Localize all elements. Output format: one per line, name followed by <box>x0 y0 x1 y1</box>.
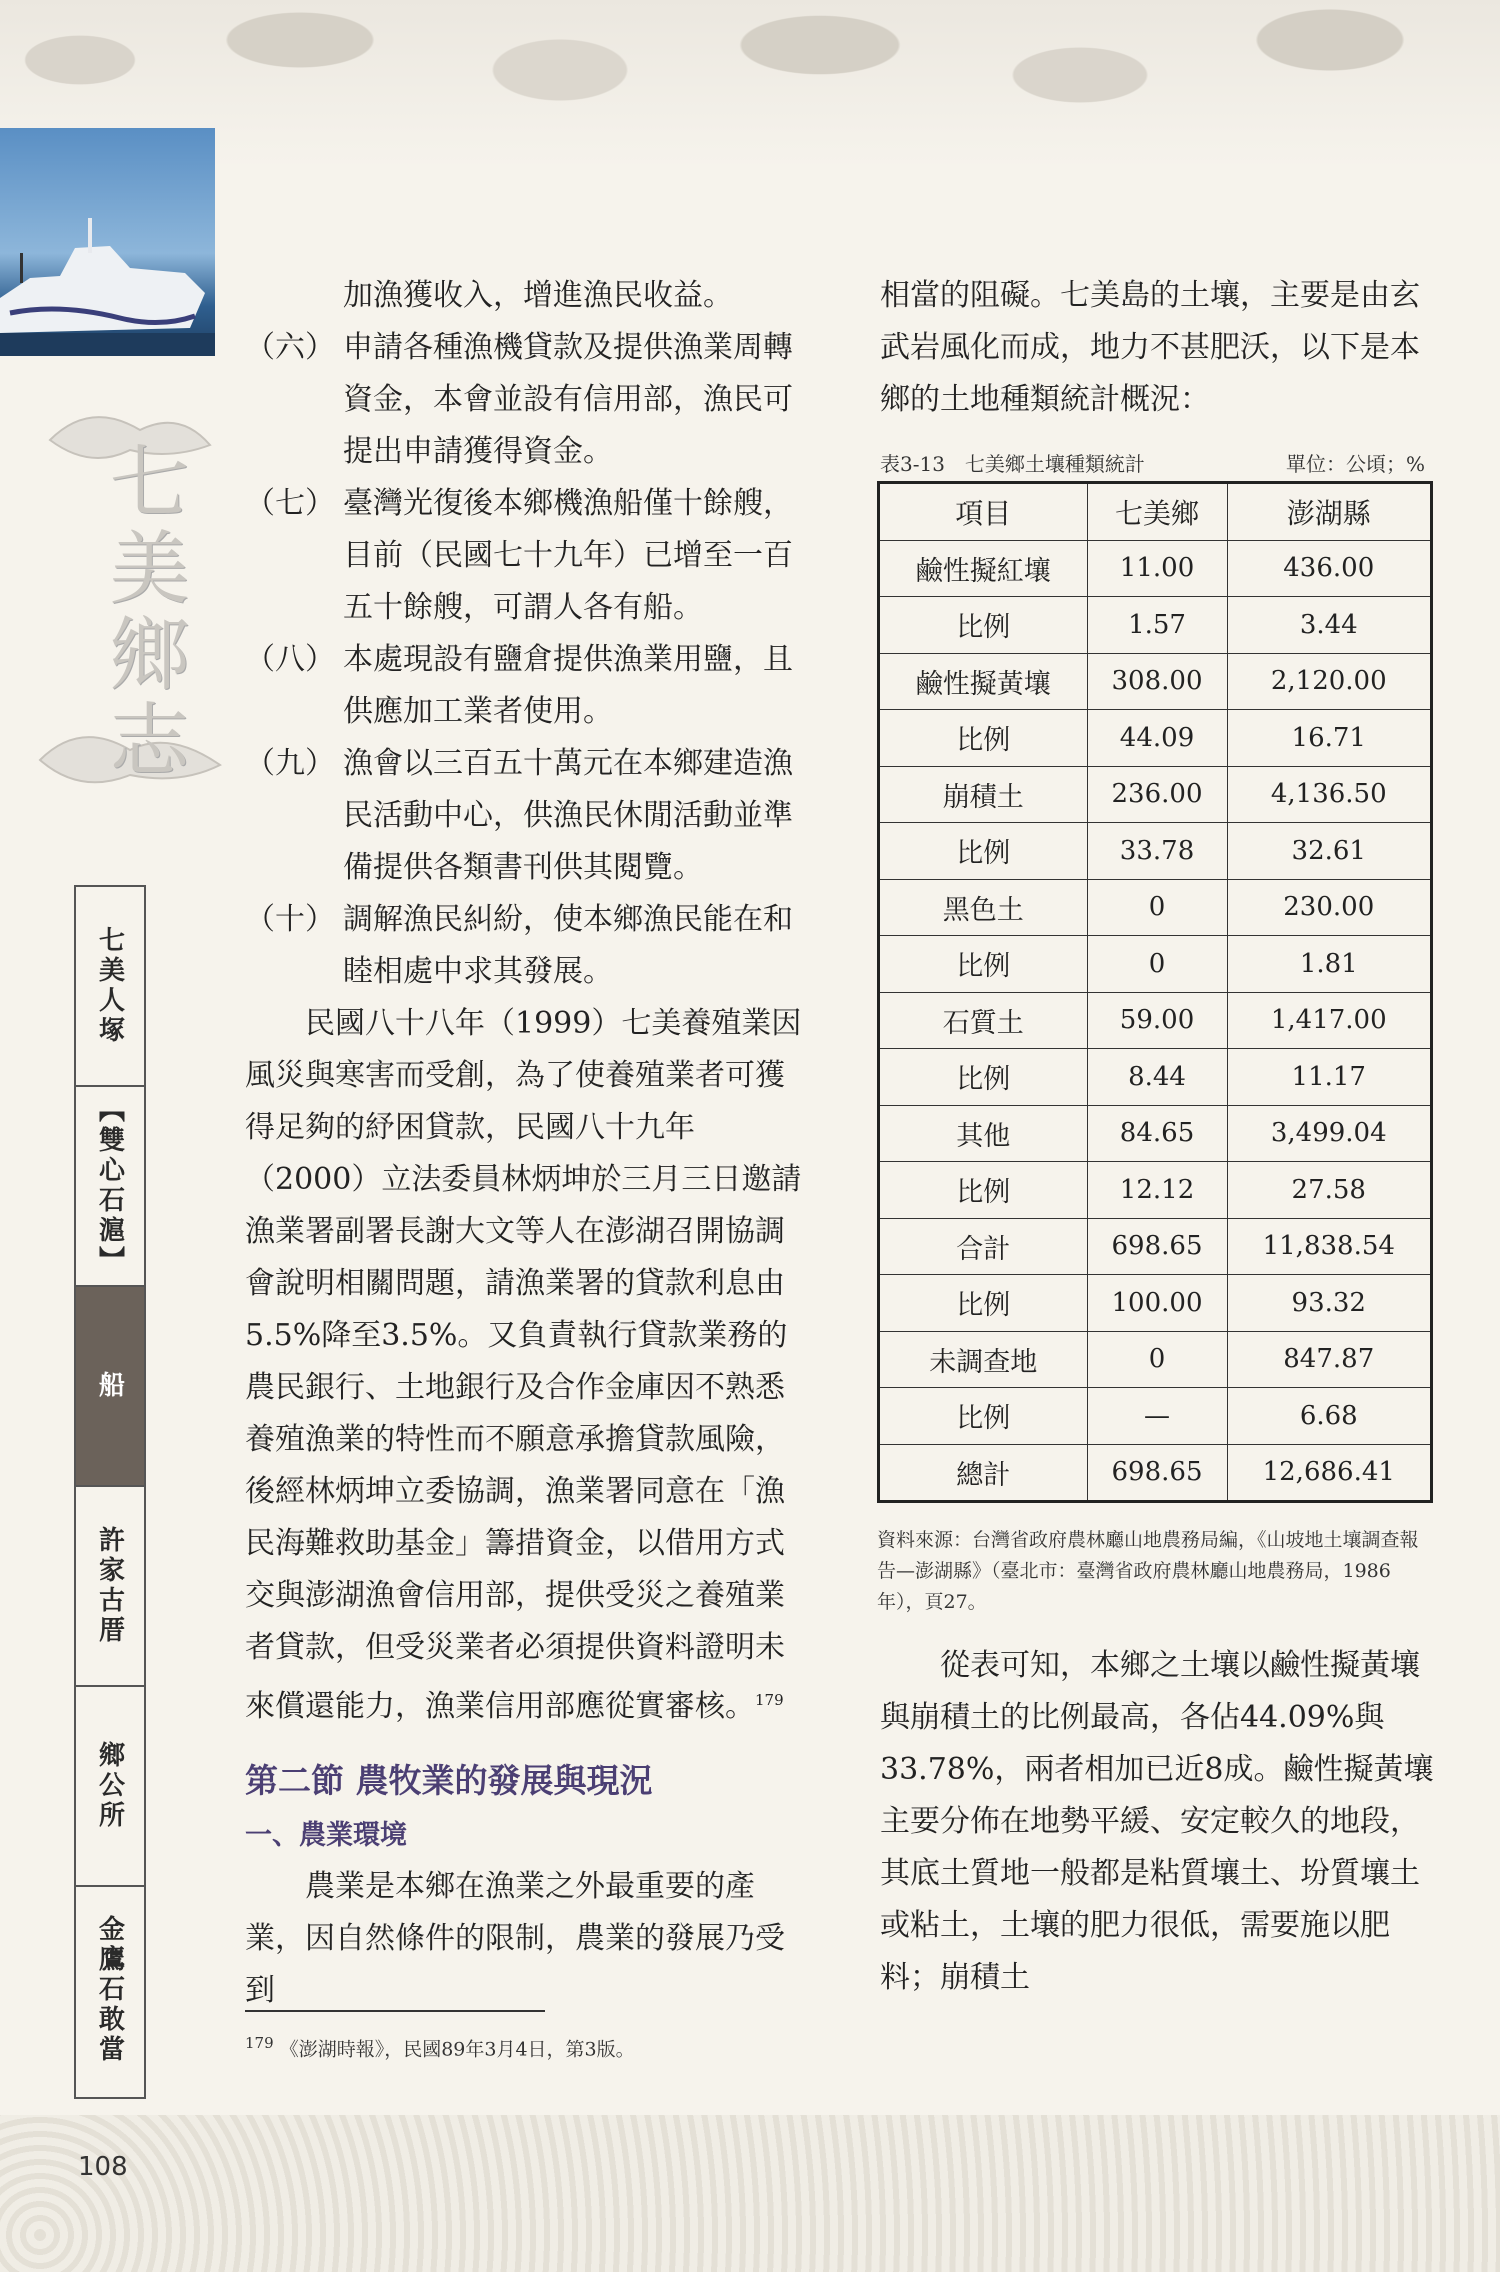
tab-hsu-old-house[interactable]: 許家古厝 <box>76 1487 144 1687</box>
subsection-heading: 一、農業環境 <box>245 1820 407 1851</box>
table-cell: 11,838.54 <box>1227 1218 1431 1275</box>
table-source: 資料來源：台灣省政府農林廳山地農務局編，《山坡地土壤調查報告—澎湖縣》（臺北市：臺灣省政府農林廳山地農務局，1986年），頁27。 <box>877 1529 1419 1613</box>
table-row <box>879 1331 1432 1388</box>
table-row-label: 石質土 <box>879 992 1088 1049</box>
continued-line: 加漁獲收入，增進漁民收益。 <box>343 278 733 313</box>
table-cell: 32.61 <box>1227 823 1431 880</box>
ship-photo <box>0 128 215 356</box>
table-cell: — <box>1087 1388 1227 1445</box>
table-row <box>879 1444 1432 1502</box>
table-cell: 1.81 <box>1227 936 1431 993</box>
table-row <box>879 1049 1432 1106</box>
table-cell: 44.09 <box>1087 710 1227 767</box>
table-row <box>879 597 1432 654</box>
table-row <box>879 936 1432 993</box>
list-item: （九） 漁會以三百五十萬元在本鄉建造漁民活動中心，供漁民休閒活動並準備提供各類書刊供其閱覽。 <box>245 746 793 885</box>
table-row-label: 總計 <box>879 1444 1088 1502</box>
table-row-label: 比例 <box>879 1162 1088 1219</box>
table-cell: 16.71 <box>1227 710 1431 767</box>
table-cell: 230.00 <box>1227 879 1431 936</box>
table-row-label: 黑色土 <box>879 879 1088 936</box>
table-row <box>879 1105 1432 1162</box>
body-paragraph: 民國八十八年（1999）七美養殖業因風災與寒害而受創，為了使養殖業者可獲得足夠的紓困貸款，民國八十九年（2000）立法委員林炳坤於三月三日邀請漁業署副署長謝大文等人在澎湖召開協調會說明相關問題，請漁業署的貸款利息由5.5%降至3.5%。又負責執行貸款業務的農民銀行、土地銀行及合作金庫因不熟悉養殖漁業的特性而不願意承擔貸款風險，後經林炳坤立委協調，漁業署同意在「漁民海難救助基金」籌措資金，以借用方式交與澎湖漁會信用部，提供受災之養殖業者貸款，但受災業者必須提供資料證明未來償還能力，漁業信用部應從實審核。$^{179}$ <box>245 1006 802 1724</box>
table-cell: 11.17 <box>1227 1049 1431 1106</box>
footnote-number: 179 <box>245 2034 274 2052</box>
table-row-label: 比例 <box>879 1388 1088 1445</box>
body-paragraph: 相當的阻礙。七美島的土壤，主要是由玄武岩風化而成，地力不甚肥沃，以下是本鄉的土地種類統計概況： <box>880 278 1420 417</box>
table-row <box>879 1218 1432 1275</box>
tab-qimei-tomb[interactable]: 七美人塚 <box>76 887 144 1087</box>
table-cell: 12,686.41 <box>1227 1444 1431 1502</box>
table-row-label: 未調查地 <box>879 1331 1088 1388</box>
header-item: 項目 <box>879 483 1088 541</box>
table-cell: 3,499.04 <box>1227 1105 1431 1162</box>
table-cell: 847.87 <box>1227 1331 1431 1388</box>
tab-township-office[interactable]: 鄉公所 <box>76 1687 144 1887</box>
book-title: 七美鄉志 <box>96 440 189 784</box>
table-row-label: 比例 <box>879 710 1088 767</box>
section-heading: 第二節 農牧業的發展與現況 <box>245 1761 653 1800</box>
table-row-label: 比例 <box>879 823 1088 880</box>
table-cell: 4,136.50 <box>1227 766 1431 823</box>
table-row <box>879 1162 1432 1219</box>
table-unit: 單位：公頃；% <box>1285 452 1425 476</box>
table-cell: 100.00 <box>1087 1275 1227 1332</box>
table-cell: 33.78 <box>1087 823 1227 880</box>
table-cell: 84.65 <box>1087 1105 1227 1162</box>
footer-wave-band <box>0 2115 1500 2272</box>
side-navigation <box>74 885 146 2099</box>
body-paragraph: 從表可知，本鄉之土壤以鹼性擬黃壤與崩積土的比例最高，各佔44.09%與33.78%，兩者相加已近8成。鹼性擬黃壤主要分佈在地勢平緩、安定較久的地段，其底土質地一般都是粘質壤土、坋質壤土或粘土，土壤的肥力很低，需要施以肥料；崩積土 <box>880 1648 1434 1995</box>
table-row-label: 其他 <box>879 1105 1088 1162</box>
footnote-text: 《澎湖時報》，民國89年3月4日，第3版。 <box>279 2038 635 2061</box>
list-item: （六） 申請各種漁機貸款及提供漁業周轉資金，本會並設有信用部，漁民可提出申請獲得資金。 <box>245 330 793 469</box>
table-cell: 236.00 <box>1087 766 1227 823</box>
table-cell: 1.57 <box>1087 597 1227 654</box>
tab-golden-eagle-stone[interactable]: 金鷹石敢當 <box>94 1915 125 2065</box>
table-row-label: 比例 <box>879 1049 1088 1106</box>
right-column <box>880 270 1440 426</box>
list-item: （七） 臺灣光復後本鄉機漁船僅十餘艘，目前（民國七十九年）已增至一百五十餘艘，可謂人各有船。 <box>245 486 793 625</box>
table-cell: 3.44 <box>1227 597 1431 654</box>
table-row-label: 鹼性擬紅壤 <box>879 540 1088 597</box>
table-row <box>879 879 1432 936</box>
tab-boat[interactable]: 船 <box>76 1287 144 1487</box>
table-caption <box>880 448 1425 477</box>
footnote-ref[interactable]: 179 <box>755 1691 784 1709</box>
table-row-label: 合計 <box>879 1218 1088 1275</box>
table-cell: 0 <box>1087 936 1227 993</box>
header-cloud-band <box>0 0 1500 170</box>
table-cell: 8.44 <box>1087 1049 1227 1106</box>
table-row <box>879 653 1432 710</box>
footnote <box>245 2034 635 2061</box>
table-cell: 308.00 <box>1087 653 1227 710</box>
tab-twin-hearts-weir[interactable]: 【雙心石滬】 <box>76 1087 144 1287</box>
table-row <box>879 766 1432 823</box>
footnote-divider <box>245 2010 545 2012</box>
table-row <box>879 823 1432 880</box>
body-paragraph: 農業是本鄉在漁業之外最重要的產業，因自然條件的限制，農業的發展乃受到 <box>245 1869 785 2008</box>
table-cell: 698.65 <box>1087 1444 1227 1502</box>
table-cell: 1,417.00 <box>1227 992 1431 1049</box>
table-cell: 93.32 <box>1227 1275 1431 1332</box>
table-row-label: 崩積土 <box>879 766 1088 823</box>
table-cell: 11.00 <box>1087 540 1227 597</box>
table-title: 表3-13 七美鄉土壤種類統計 <box>880 452 1145 476</box>
header-qimei: 七美鄉 <box>1087 483 1227 541</box>
table-row-label: 比例 <box>879 1275 1088 1332</box>
soil-type-table <box>877 481 1433 1503</box>
page-number: 108 <box>78 2152 128 2182</box>
list-item: （八） 本處現設有鹽倉提供漁業用鹽，且供應加工業者使用。 <box>245 642 793 729</box>
table-cell: 59.00 <box>1087 992 1227 1049</box>
table-cell: 698.65 <box>1087 1218 1227 1275</box>
list-item: （十） 調解漁民糾紛，使本鄉漁民能在和睦相處中求其發展。 <box>245 902 793 989</box>
table-cell: 6.68 <box>1227 1388 1431 1445</box>
table-cell: 2,120.00 <box>1227 653 1431 710</box>
table-row-label: 鹼性擬黃壤 <box>879 653 1088 710</box>
table-row <box>879 540 1432 597</box>
left-column <box>245 270 805 2017</box>
table-cell: 0 <box>1087 879 1227 936</box>
table-cell: 0 <box>1087 1331 1227 1388</box>
table-row-label: 比例 <box>879 597 1088 654</box>
table-row <box>879 1275 1432 1332</box>
right-column-lower <box>880 1640 1440 2004</box>
header-penghu: 澎湖縣 <box>1227 483 1431 541</box>
table-row <box>879 710 1432 767</box>
table-row-label: 比例 <box>879 936 1088 993</box>
table-row <box>879 1388 1432 1445</box>
table-row <box>879 992 1432 1049</box>
table-header-row <box>879 483 1432 541</box>
table-cell: 27.58 <box>1227 1162 1431 1219</box>
table-cell: 436.00 <box>1227 540 1431 597</box>
table-cell: 12.12 <box>1087 1162 1227 1219</box>
